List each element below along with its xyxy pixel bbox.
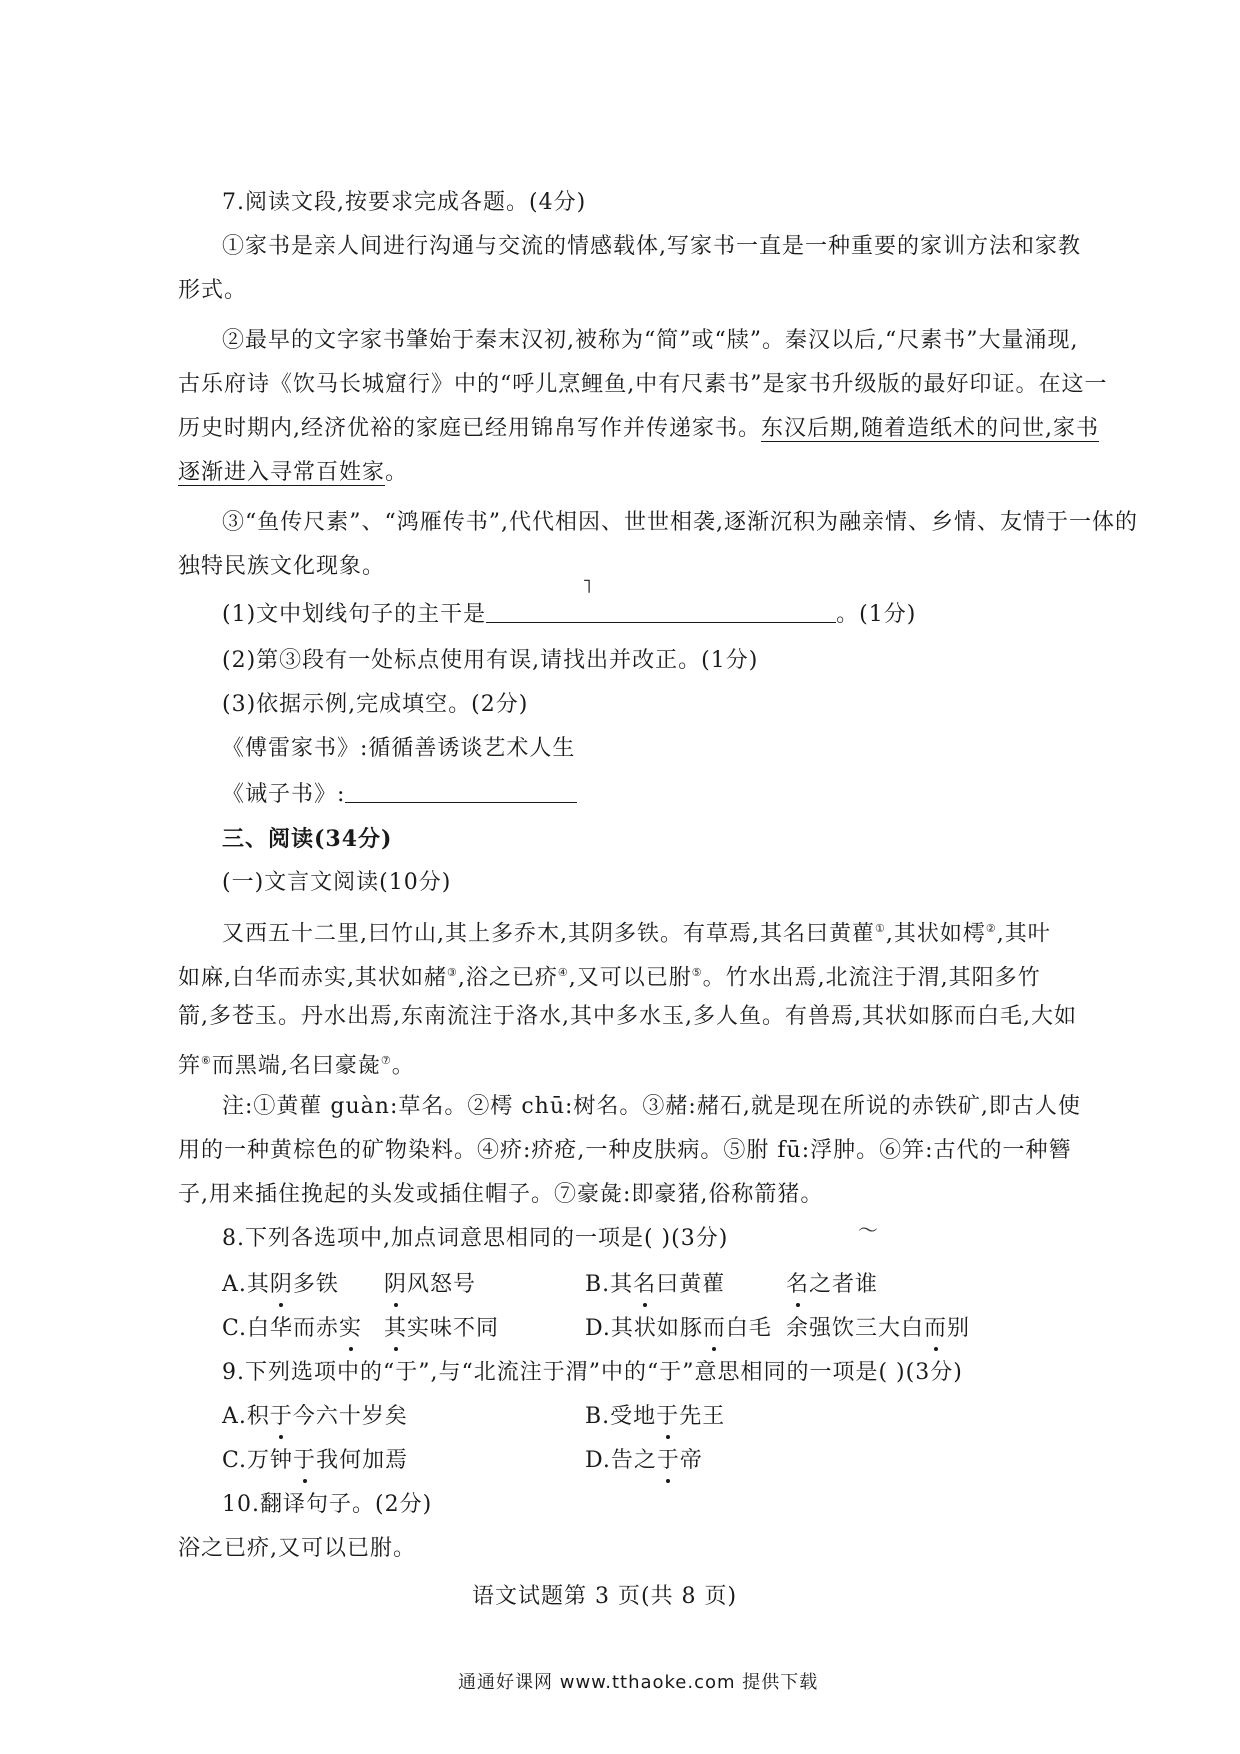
q7-sub1 bbox=[222, 600, 916, 630]
q8-option-c[interactable] bbox=[222, 1314, 362, 1344]
classical-text-line-3: 箭,多苍玉。丹水出焉,东南流注于洛水,其中多水玉,多人鱼。有兽焉,其状如豚而白毛,大如 bbox=[178, 1004, 1077, 1029]
q10-stem: 10.翻译句子。(2分) bbox=[222, 1492, 433, 1517]
q8-b-post: 曰黄雚 bbox=[656, 1272, 726, 1297]
q7-sub3: (3)依据示例,完成填空。(2分) bbox=[222, 692, 529, 717]
dotted-word: 名 bbox=[633, 1270, 656, 1300]
dotted-word: 而 bbox=[703, 1314, 726, 1344]
dotted-word: 于 bbox=[657, 1446, 680, 1476]
q7-fill bbox=[222, 780, 577, 810]
q8-b2-post: 之者谁 bbox=[809, 1272, 879, 1297]
dotted-word: 而 bbox=[924, 1314, 947, 1344]
classical-text-1b: ,其状如樗 bbox=[885, 921, 986, 947]
q7-paragraph-2-line-4 bbox=[178, 458, 408, 488]
notes-line-1: 注:①黄雚 guàn:草名。②樗 chū:树名。③赭:赭石,就是现在所说的赤铁矿,即古人使 bbox=[222, 1094, 1081, 1119]
classical-text-line-4 bbox=[178, 1046, 415, 1081]
q8-d2-post: 别 bbox=[947, 1316, 971, 1341]
q8-option-a-pair bbox=[384, 1270, 476, 1300]
section-3-subtitle: (一)文言文阅读(10分) bbox=[222, 870, 452, 895]
classical-text-2a: 如麻,白华而赤实,其状如赭 bbox=[178, 965, 447, 991]
dotted-word: 名 bbox=[786, 1270, 809, 1300]
dotted-word: 阴 bbox=[270, 1270, 293, 1300]
dotted-word: 于 bbox=[270, 1402, 293, 1432]
footnote-ref-2: ② bbox=[985, 922, 997, 935]
classical-text-line-2 bbox=[178, 958, 1041, 993]
q8-option-b-pair bbox=[786, 1270, 878, 1300]
q8-a-pre: A.其 bbox=[222, 1272, 270, 1297]
q8-a2-post: 风怒号 bbox=[407, 1272, 477, 1297]
q9-c-pre: C.万钟 bbox=[222, 1448, 294, 1473]
q8-a-post: 多铁 bbox=[292, 1272, 339, 1297]
q8-option-d[interactable] bbox=[585, 1314, 772, 1344]
q7-paragraph-2-line-3-text: 历史时期内,经济优裕的家庭已经用锦帛写作并传递家书。 bbox=[178, 416, 761, 441]
footnote-ref-7: ⑦ bbox=[380, 1054, 392, 1067]
q9-option-d[interactable] bbox=[585, 1446, 703, 1476]
classical-text-line-1 bbox=[222, 914, 1051, 949]
page-footer: 语文试题第 3 页(共 8 页) bbox=[472, 1584, 738, 1609]
watermark-text: 通通好课网 www.tthaoke.com 提供下载 bbox=[458, 1672, 819, 1693]
q9-stem: 9.下列选项中的“于”,与“北流注于渭”中的“于”意思相同的一项是( )(3分) bbox=[222, 1360, 963, 1385]
q9-d-pre: D.告之 bbox=[585, 1448, 657, 1473]
classical-text-2c: ,又可以已胕 bbox=[568, 965, 692, 991]
notes-line-3: 子,用来插住挽起的头发或插住帽子。⑦豪彘:即豪猪,俗称箭猪。 bbox=[178, 1182, 824, 1207]
dotted-word: 于 bbox=[656, 1402, 679, 1432]
footnote-ref-1: ① bbox=[874, 922, 886, 935]
q8-option-d-pair bbox=[786, 1314, 970, 1344]
underlined-sentence-part-2: 逐渐进入寻常百姓家 bbox=[178, 460, 386, 485]
classical-text-2d: 。竹水出焉,北流注于渭,其阳多竹 bbox=[702, 965, 1041, 991]
q7-paragraph-1-line-1: ①家书是亲人间进行沟通与交流的情感载体,写家书一直是一种重要的家训方法和家教 bbox=[222, 234, 1081, 259]
classical-text-1c: ,其叶 bbox=[996, 921, 1051, 947]
q9-a-post: 今六十岁矣 bbox=[292, 1404, 408, 1429]
classical-text-4a: 笄 bbox=[178, 1053, 202, 1079]
q9-b-pre: B.受地 bbox=[585, 1404, 657, 1429]
q7-paragraph-1-line-2: 形式。 bbox=[178, 278, 248, 303]
q7-paragraph-2-line-3 bbox=[178, 414, 1099, 444]
q7-paragraph-3-line-2: 独特民族文化现象。 bbox=[178, 554, 386, 579]
q7-title: 7.阅读文段,按要求完成各题。(4分) bbox=[222, 190, 587, 215]
dotted-word: 其 bbox=[384, 1314, 407, 1344]
q9-option-c[interactable] bbox=[222, 1446, 408, 1476]
classical-text-1a: 又西五十二里,曰竹山,其上多乔木,其阴多铁。有草焉,其名曰黄雚 bbox=[222, 921, 875, 947]
q7-sub2: (2)第③段有一处标点使用有误,请找出并改正。(1分) bbox=[222, 648, 759, 673]
q8-stem: 8.下列各选项中,加点词意思相同的一项是( )(3分) bbox=[222, 1226, 729, 1251]
classical-text-4c: 。 bbox=[391, 1053, 415, 1079]
q9-b-post: 先王 bbox=[679, 1404, 726, 1429]
notes-line-2: 用的一种黄棕色的矿物染料。④疥:疥疮,一种皮肤病。⑤胕 fū:浮肿。⑥笄:古代的一种簪 bbox=[178, 1138, 1072, 1163]
dotted-word: 于 bbox=[293, 1446, 316, 1476]
q8-d-post: 白毛 bbox=[725, 1316, 772, 1341]
q10-sentence: 浴之已疥,又可以已胕。 bbox=[178, 1536, 416, 1561]
dotted-word: 阴 bbox=[384, 1270, 407, 1300]
handwritten-tick-mark: 〜 bbox=[858, 1218, 878, 1242]
footnote-ref-3: ③ bbox=[447, 966, 458, 979]
footnote-ref-6: ⑥ bbox=[201, 1054, 212, 1067]
q7-paragraph-2-line-4-end: 。 bbox=[385, 460, 409, 485]
q7-fill-answer-blank[interactable] bbox=[345, 780, 577, 803]
q8-d-pre: D.其状如豚 bbox=[585, 1316, 703, 1341]
dotted-word: 实 bbox=[339, 1314, 362, 1344]
q7-sub1-text: (1)文中划线句子的主干是 bbox=[222, 602, 487, 627]
q8-c2-post: 实味不同 bbox=[407, 1316, 500, 1341]
q7-fill-label: 《诫子书》: bbox=[222, 782, 346, 807]
q8-b-pre: B.其 bbox=[585, 1272, 634, 1297]
q7-sub1-score: 。(1分) bbox=[836, 602, 917, 627]
q9-option-a[interactable] bbox=[222, 1402, 408, 1432]
section-3-title: 三、阅读(34分) bbox=[222, 826, 393, 852]
q8-c-pre: C.白华而赤 bbox=[222, 1316, 340, 1341]
q8-d2-pre: 余强饮三大白 bbox=[786, 1316, 925, 1341]
q7-paragraph-2-line-2: 古乐府诗《饮马长城窟行》中的“呼儿烹鲤鱼,中有尺素书”是家书升级版的最好印证。在这一 bbox=[178, 372, 1108, 397]
q7-paragraph-2-line-1: ②最早的文字家书肇始于秦末汉初,被称为“简”或“牍”。秦汉以后,“尺素书”大量涌现, bbox=[222, 328, 1079, 353]
footnote-ref-4: ④ bbox=[557, 966, 569, 979]
underlined-sentence-part-1: 东汉后期,随着造纸术的问世,家书 bbox=[761, 416, 1099, 441]
q9-c-post: 我何加焉 bbox=[316, 1448, 409, 1473]
q7-example: 《傅雷家书》:循循善诱谈艺术人生 bbox=[222, 736, 576, 761]
q8-option-c-pair bbox=[384, 1314, 499, 1344]
q7-paragraph-3-line-1: ③“鱼传尺素”、“鸿雁传书”,代代相因、世世相袭,逐渐沉积为融亲情、乡情、友情于一体的 bbox=[222, 510, 1138, 535]
q7-sub1-answer-blank[interactable] bbox=[486, 600, 836, 623]
classical-text-4b: 而黑端,名曰豪彘 bbox=[211, 1053, 381, 1079]
stray-mark: ˥ bbox=[582, 574, 592, 598]
classical-text-2b: ,浴之已疥 bbox=[457, 965, 558, 991]
q8-option-b[interactable] bbox=[585, 1270, 725, 1300]
q9-d-post: 帝 bbox=[679, 1448, 703, 1473]
q9-option-b[interactable] bbox=[585, 1402, 725, 1432]
footnote-ref-5: ⑤ bbox=[691, 966, 703, 979]
q8-option-a[interactable] bbox=[222, 1270, 339, 1300]
q9-a-pre: A.积 bbox=[222, 1404, 270, 1429]
